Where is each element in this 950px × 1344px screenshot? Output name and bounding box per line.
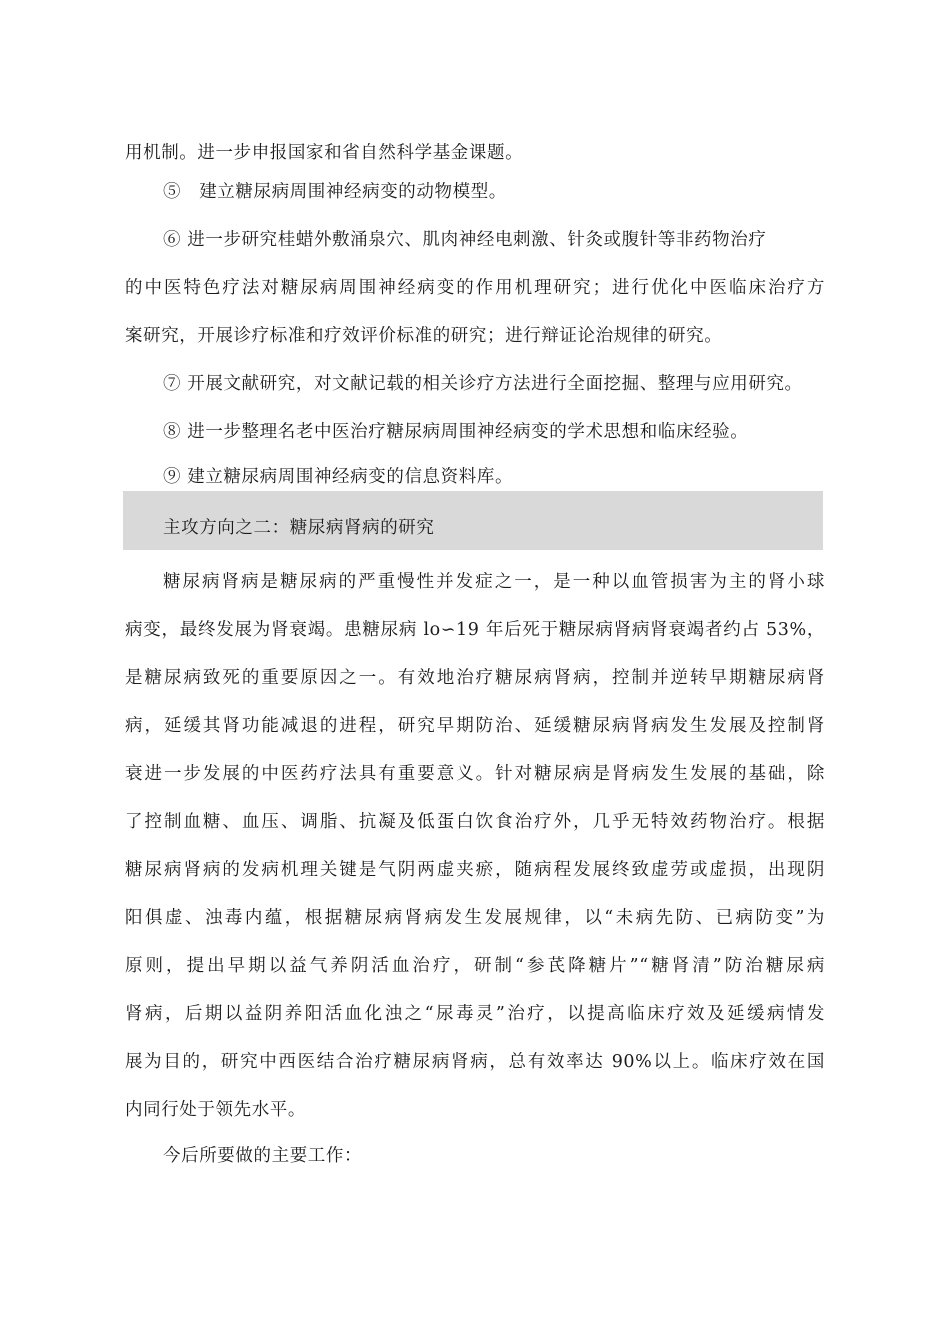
- closing-line: 今后所要做的主要工作：: [163, 1146, 363, 1166]
- paragraph-line: 了控制血糖、血压、调脂、抗凝及低蛋白饮食治疗外，几乎无特效药物治疗。根据: [125, 812, 825, 832]
- section-heading: 主攻方向之二：糖尿病肾病的研究: [163, 518, 435, 538]
- paragraph-line: 内同行处于领先水平。: [125, 1100, 306, 1120]
- paragraph-line: 原则，提出早期以益气养阴活血治疗，研制“参芪降糖片”“糖肾清”防治糖尿病: [125, 956, 825, 976]
- paragraph-line: 是糖尿病致死的重要原因之一。有效地治疗糖尿病肾病，控制并逆转早期糖尿病肾: [125, 668, 825, 688]
- paragraph-line: 衰进一步发展的中医药疗法具有重要意义。针对糖尿病是肾病发生发展的基础，除: [125, 764, 825, 784]
- paragraph-line: 病，延缓其肾功能减退的进程，研究早期防治、延缓糖尿病肾病发生发展及控制肾: [125, 716, 825, 736]
- paragraph-line: 展为目的，研究中西医结合治疗糖尿病肾病，总有效率达 90%以上。临床疗效在国: [125, 1052, 825, 1072]
- paragraph-line: 糖尿病肾病是糖尿病的严重慢性并发症之一，是一种以血管损害为主的肾小球: [163, 572, 825, 592]
- list-item-9: ⑨ 建立糖尿病周围神经病变的信息资料库。: [163, 467, 514, 487]
- paragraph-line: 病变，最终发展为肾衰竭。患糖尿病 lo∽19 年后死于糖尿病肾病肾衰竭者约占 53%，: [125, 620, 825, 640]
- paragraph-line: 案研究，开展诊疗标准和疗效评价标准的研究；进行辩证论治规律的研究。: [125, 326, 723, 346]
- list-item-5: ⑤ 建立糖尿病周围神经病变的动物模型。: [163, 182, 507, 202]
- list-item-7: ⑦ 开展文献研究，对文献记载的相关诊疗方法进行全面挖掘、整理与应用研究。: [163, 374, 803, 394]
- paragraph-line: 阳俱虚、浊毒内蕴，根据糖尿病肾病发生发展规律，以“未病先防、已病防变”为: [125, 908, 825, 928]
- paragraph-line: 用机制。进一步申报国家和省自然科学基金课题。: [125, 143, 524, 163]
- list-item-8: ⑧ 进一步整理名老中医治疗糖尿病周围神经病变的学术思想和临床经验。: [163, 422, 749, 442]
- paragraph-line: 糖尿病肾病的发病机理关键是气阴两虚夹瘀，随病程发展终致虚劳或虚损，出现阴: [125, 860, 825, 880]
- list-item-6: ⑥ 进一步研究桂蜡外敷涌泉穴、肌肉神经电刺激、针灸或腹针等非药物治疗: [163, 230, 767, 250]
- paragraph-line: 的中医特色疗法对糖尿病周围神经病变的作用机理研究；进行优化中医临床治疗方: [125, 278, 825, 298]
- paragraph-line: 肾病，后期以益阴养阳活血化浊之“尿毒灵”治疗，以提高临床疗效及延缓病情发: [125, 1004, 825, 1024]
